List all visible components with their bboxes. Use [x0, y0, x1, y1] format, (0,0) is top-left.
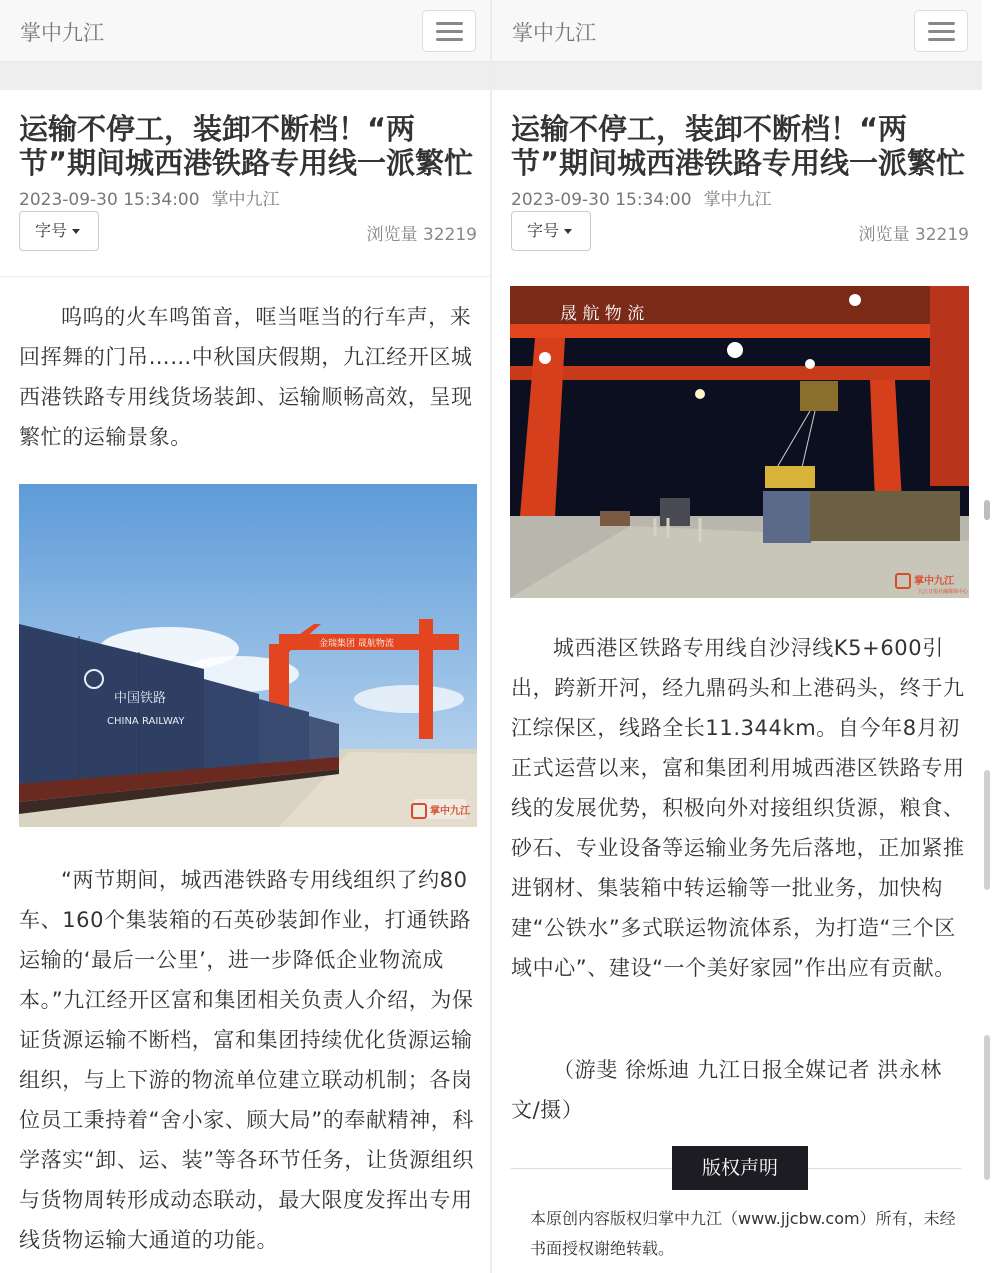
photo-watermark-day: 掌中九江: [411, 802, 470, 819]
caret-down-icon: [564, 229, 572, 234]
article-paragraph-3: 城西港区铁路专用线自沙浔线K5+600引出，跨新开河，经九鼎码头和上港码头，终于九江综保区，线路全长11.344km。自今年8月初正式运营以来，富和集团利用城西港区铁路专用线的发展优势，积极向外对接组织货源，粮食、砂石、专业设备等运输业务先后落地，正加紧推进钢材、集装箱中转运输等一批业务，加快构建“公铁水”多式联运物流体系，为打造“三个区域中心”、建设“一个美好家园”作出应有贡献。: [511, 636, 965, 980]
view-count-2: 浏览量 32219: [858, 225, 969, 245]
article-source: 掌中九江: [211, 190, 280, 210]
watermark-logo-icon: [411, 803, 427, 819]
photo-watermark-night: 掌中九江: [895, 572, 954, 589]
photo-rail-yard-day: [19, 484, 477, 827]
font-size-label: 字号: [35, 221, 68, 240]
photo-watermark-night-sub: 九江日报社融媒体中心: [918, 589, 969, 595]
photo-illustration-night: [510, 286, 969, 598]
hamburger-icon: [436, 22, 463, 25]
right-screenshot: [492, 0, 982, 1273]
article-title: 运输不停工，装卸不断档！“两节”期间城西港铁路专用线一派繁忙: [19, 112, 474, 180]
nav-spacer-2: [492, 62, 982, 90]
font-size-button[interactable]: [19, 211, 99, 251]
left-screenshot: [0, 0, 490, 1273]
article-meta-2: [511, 185, 772, 210]
article-paragraph-2: “两节期间，城西港铁路专用线组织了约80车、160个集装箱的石英砂装卸作业，打通铁路运输的‘最后一公里’，进一步降低企业物流成本。”九江经开区富和集团相关负责人介绍，为保证货源运输不断档，富和集团持续优化货源运输组织，与上下游的物流单位建立联动机制；各岗位员工秉持着“舍小家、顾大局”的奉献精神，科学落实“卸、运、装”等各环节任务，让货源组织与货物周转形成动态联动，最大限度发挥出专用线货物运输大通道的功能。: [19, 868, 474, 1252]
top-navbar: [0, 0, 490, 62]
copyright-heading: 版权声明: [672, 1146, 808, 1190]
article-date-2: 2023-09-30 15:34:00: [511, 190, 692, 210]
menu-toggle-button[interactable]: [422, 10, 476, 52]
crane-sign-night: 晟 航 物 流: [560, 304, 645, 324]
brand-logo-2[interactable]: 掌中九江: [512, 21, 596, 45]
crane-sign-day: 金瑞集团 晟航物流: [319, 639, 394, 649]
photo-illustration: [19, 484, 477, 827]
article-source-2: 掌中九江: [703, 190, 772, 210]
nav-spacer: [0, 62, 490, 90]
caret-down-icon: [72, 229, 80, 234]
watermark-logo-icon: [895, 573, 911, 589]
scrollbar-thumb-3[interactable]: [984, 1035, 990, 1180]
font-size-label-2: 字号: [527, 221, 560, 240]
article-byline: （游斐 徐烁迪 九江日报全媒记者 洪永林 文/摄）: [511, 1058, 943, 1122]
top-navbar-2: [492, 0, 982, 62]
header-divider: [0, 276, 490, 277]
view-count: 浏览量 32219: [366, 225, 477, 245]
article-title-2: 运输不停工，装卸不断档！“两节”期间城西港铁路专用线一派繁忙: [511, 112, 966, 180]
scrollbar-thumb-1[interactable]: [984, 500, 990, 520]
article-date: 2023-09-30 15:34:00: [19, 190, 200, 210]
container-label-en: CHINA RAILWAY: [107, 716, 185, 727]
article-meta: [19, 185, 280, 210]
font-size-button-2[interactable]: [511, 211, 591, 251]
article-paragraph-1: 呜呜的火车鸣笛音，哐当哐当的行车声，来回挥舞的门吊……中秋国庆假期，九江经开区城西港铁路专用线货场装卸、运输顺畅高效，呈现繁忙的运输景象。: [19, 305, 473, 449]
menu-toggle-button-2[interactable]: [914, 10, 968, 52]
brand-logo[interactable]: 掌中九江: [20, 21, 104, 45]
hamburger-icon: [928, 22, 955, 25]
copyright-notice: 本原创内容版权归掌中九江（www.jjcbw.com）所有，未经书面授权谢绝转载。: [530, 1209, 956, 1258]
container-label-cn: 中国铁路: [114, 691, 167, 706]
scrollbar-thumb-2[interactable]: [984, 770, 990, 890]
photo-rail-yard-night: [510, 286, 969, 598]
